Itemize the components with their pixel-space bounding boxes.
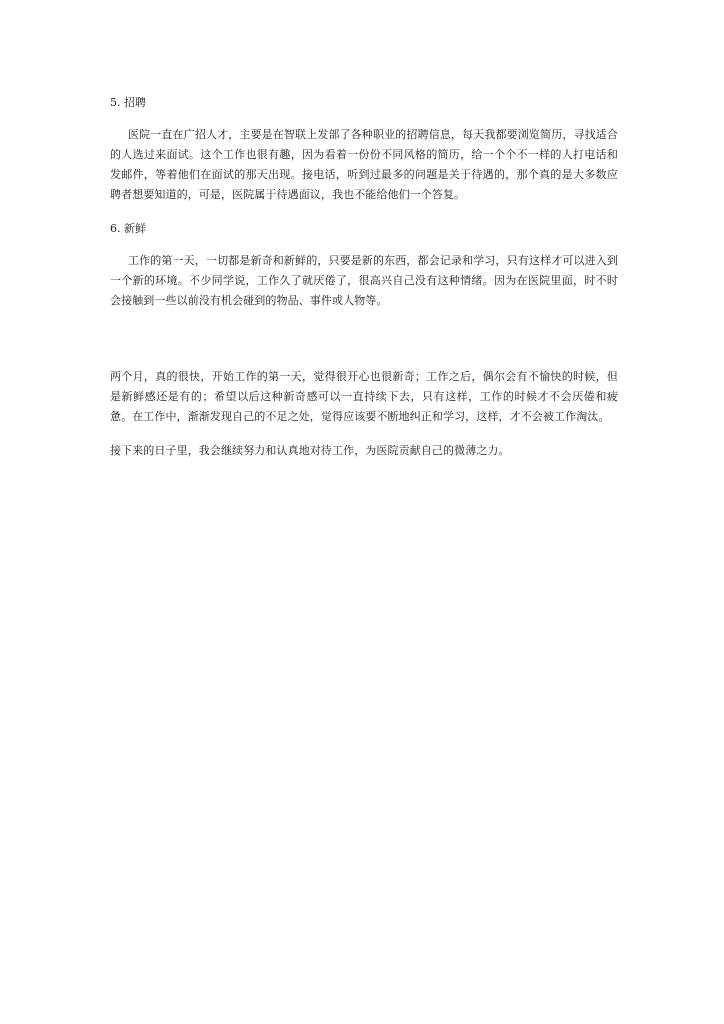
spacer [110,311,618,367]
spacer [110,427,618,441]
section-heading-recruitment: 5. 招聘 [110,96,146,109]
spacer [110,239,618,251]
spacer [110,205,618,219]
conclusion-paragraph-summary: 两个月，真的很快，开始工作的第一天，觉得很开心也很新奇；工作之后，偶尔会有不愉快的时候，但是新鲜感还是有的；希望以后这种新奇感可以一直持续下去，只有这样，工作的时候才不会厌倦和疲惫。在工作中，渐渐发现自己的不足之处，觉得应该要不断地纠正和学习，这样，才不会被工作淘汰。 [110,370,618,423]
spacer [110,113,618,125]
section-heading-freshness: 6. 新鲜 [110,222,146,235]
conclusion-paragraph-closing: 接下来的日子里，我会继续努力和认真地对待工作，为医院贡献自己的微薄之力。 [110,444,510,457]
section-paragraph-recruitment: 医院一直在广招人才，主要是在智联上发部了各种职业的招聘信息，每天我都要浏览简历，寻找适合的人选过来面试。这个工作也很有趣，因为看着一份份不同风格的简历，给一个个不一样的人打电话和发邮件，等着他们在面试的那天出现。接电话，听到过最多的问题是关于待遇的，那个真的是大多数应聘者想要知道的，可是，医院属于待遇面议，我也不能给他们一个答复。 [110,128,618,201]
document-content [110,93,618,461]
section-paragraph-freshness: 工作的第一天，一切都是新奇和新鲜的，只要是新的东西，都会记录和学习，只有这样才可以进入到一个新的环境。不少同学说，工作久了就厌倦了，很高兴自己没有这种情绪。因为在医院里面，时不时会接触到一些以前没有机会碰到的物品、事件或人物等。 [110,254,618,307]
